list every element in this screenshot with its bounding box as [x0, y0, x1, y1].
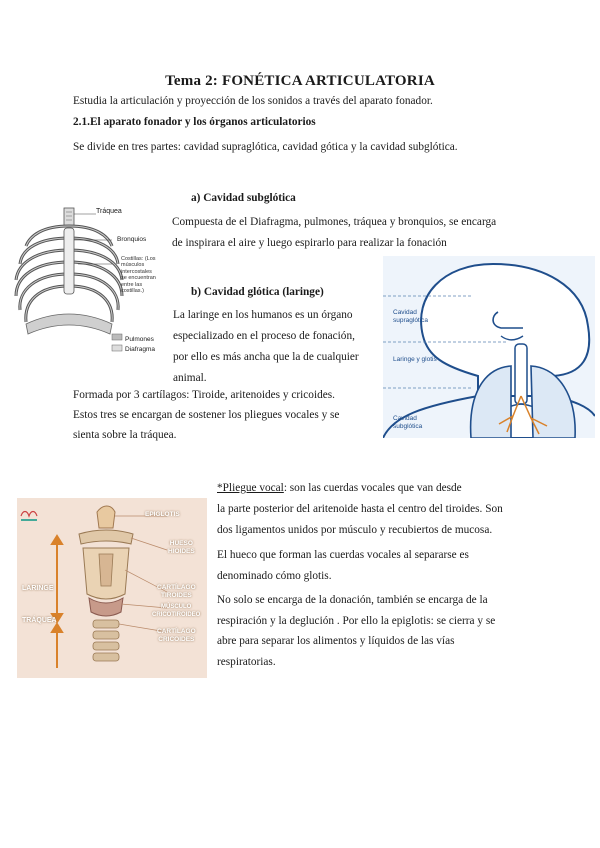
label-line: HUESO — [169, 540, 193, 547]
label-line: CRICOTIROIDEO — [152, 611, 201, 618]
text-line: la parte posterior del aritenoide hasta el centro del tiroides. Son — [217, 503, 503, 515]
text-line: especializado en el proceso de fonación, — [173, 330, 355, 342]
label-line: subglótica — [393, 423, 423, 430]
label-ribs-line: costillas.) — [121, 288, 144, 295]
label-line: HIOIDES — [168, 548, 195, 555]
label-ribs-line: se encuentran — [121, 275, 156, 282]
label-lungs: Pulmones — [125, 336, 154, 343]
text-line: de inspirara el aire y luego espirarlo para realizar la fonación — [172, 237, 447, 249]
section-summary: Se divide en tres partes: cavidad supraglótica, cavidad gótica y la cavidad subglótica. — [73, 141, 458, 153]
vocal-fold-text — [217, 499, 527, 541]
label-thyroid — [157, 584, 196, 600]
text-line: animal. — [173, 372, 207, 384]
respiratory-drawing — [383, 256, 595, 438]
text-line: respiración y la deglución . Por ello la epiglotis: se cierra y se — [217, 614, 496, 627]
label-line: TIROIDES — [160, 592, 192, 599]
label-trachea-larynx: TRÁQUEA — [22, 617, 57, 624]
text-line: La laringe en los humanos es un órgano — [173, 309, 353, 321]
label-larynx: LARINGE — [22, 585, 54, 592]
subglottic-text — [172, 212, 496, 254]
label-line: CRICOIDES — [158, 636, 195, 643]
glottic-heading: b) Cavidad glótica (laringe) — [191, 286, 324, 298]
text-line: Compuesta de el Diafragma, pulmones, tráquea y bronquios, se encarga — [172, 216, 497, 228]
function-text — [217, 590, 527, 672]
text-line: por ello es más ancha que la de cualquier — [173, 351, 359, 363]
label-epiglottis: EPIGLOTIS — [145, 511, 180, 518]
subglottic-heading: a) Cavidad subglótica — [191, 192, 296, 204]
text-line: No solo se encarga de la donación, también se encarga de la — [217, 594, 488, 606]
section-heading: 2.1.El aparato fonador y los órganos articulatorios — [73, 116, 316, 128]
label-cricothyroid — [152, 604, 200, 619]
label-line: CARTÍLAGO — [157, 628, 196, 635]
text-line: respiratorias. — [217, 655, 276, 668]
label-bronchi: Bronquios — [117, 236, 147, 243]
glottis-text — [217, 545, 527, 587]
label-diaphragm: Diafragma — [125, 346, 155, 353]
label-hyoid — [168, 540, 195, 556]
respiratory-illustration — [383, 256, 595, 438]
text-line: sienta sobre la tráquea. — [73, 429, 177, 441]
vocal-fold-definition — [217, 478, 462, 498]
text-line: Formada por 3 cartílagos: Tiroide, aritenoides y cricoides. — [73, 389, 335, 401]
text-line: El hueco que forman las cuerdas vocales al separarse es — [217, 549, 469, 561]
label-trachea: Tráquea — [96, 208, 122, 215]
text-line: Estos tres se encargan de sostener los pliegues vocales y se — [73, 409, 340, 421]
text-line: abre para separar los alimentos y líquidos de las vías — [217, 635, 455, 647]
label-line: CARTÍLAGO — [157, 584, 196, 591]
label-line: MÚSCULO — [161, 604, 192, 610]
label-ribs-line: entre las — [121, 281, 143, 288]
intro-text: Estudia la articulación y proyección de los sonidos a través del aparato fonador. — [73, 95, 433, 107]
text-line: dos ligamentos unidos por músculo y recubiertos de mucosa. — [217, 524, 493, 536]
vocal-fold-def: : son las cuerdas vocales que van desde — [283, 482, 462, 494]
label-line: supraglótica — [393, 317, 429, 324]
page-title: Tema 2: FONÉTICA ARTICULATORIA — [165, 73, 435, 89]
label-supraglottic — [393, 309, 428, 325]
text-line: denominado cómo glotis. — [217, 570, 332, 582]
label-line: Cavidad — [393, 415, 417, 422]
glottic-text — [173, 305, 378, 389]
cartilage-text — [73, 385, 378, 445]
label-ribs — [121, 256, 156, 294]
label-ribs-line: Costillas: (Los — [121, 256, 156, 262]
label-larynx-glottis: Laringe y glotis — [393, 356, 437, 363]
label-ribs-line: músculos — [121, 262, 145, 269]
label-subglottic — [393, 415, 422, 431]
label-cricoid — [157, 628, 196, 644]
label-ribs-line: intercostales — [121, 268, 152, 275]
label-line: Cavidad — [393, 309, 417, 316]
vocal-fold-term: *Pliegue vocal — [217, 482, 284, 494]
brand-logo — [21, 512, 37, 522]
